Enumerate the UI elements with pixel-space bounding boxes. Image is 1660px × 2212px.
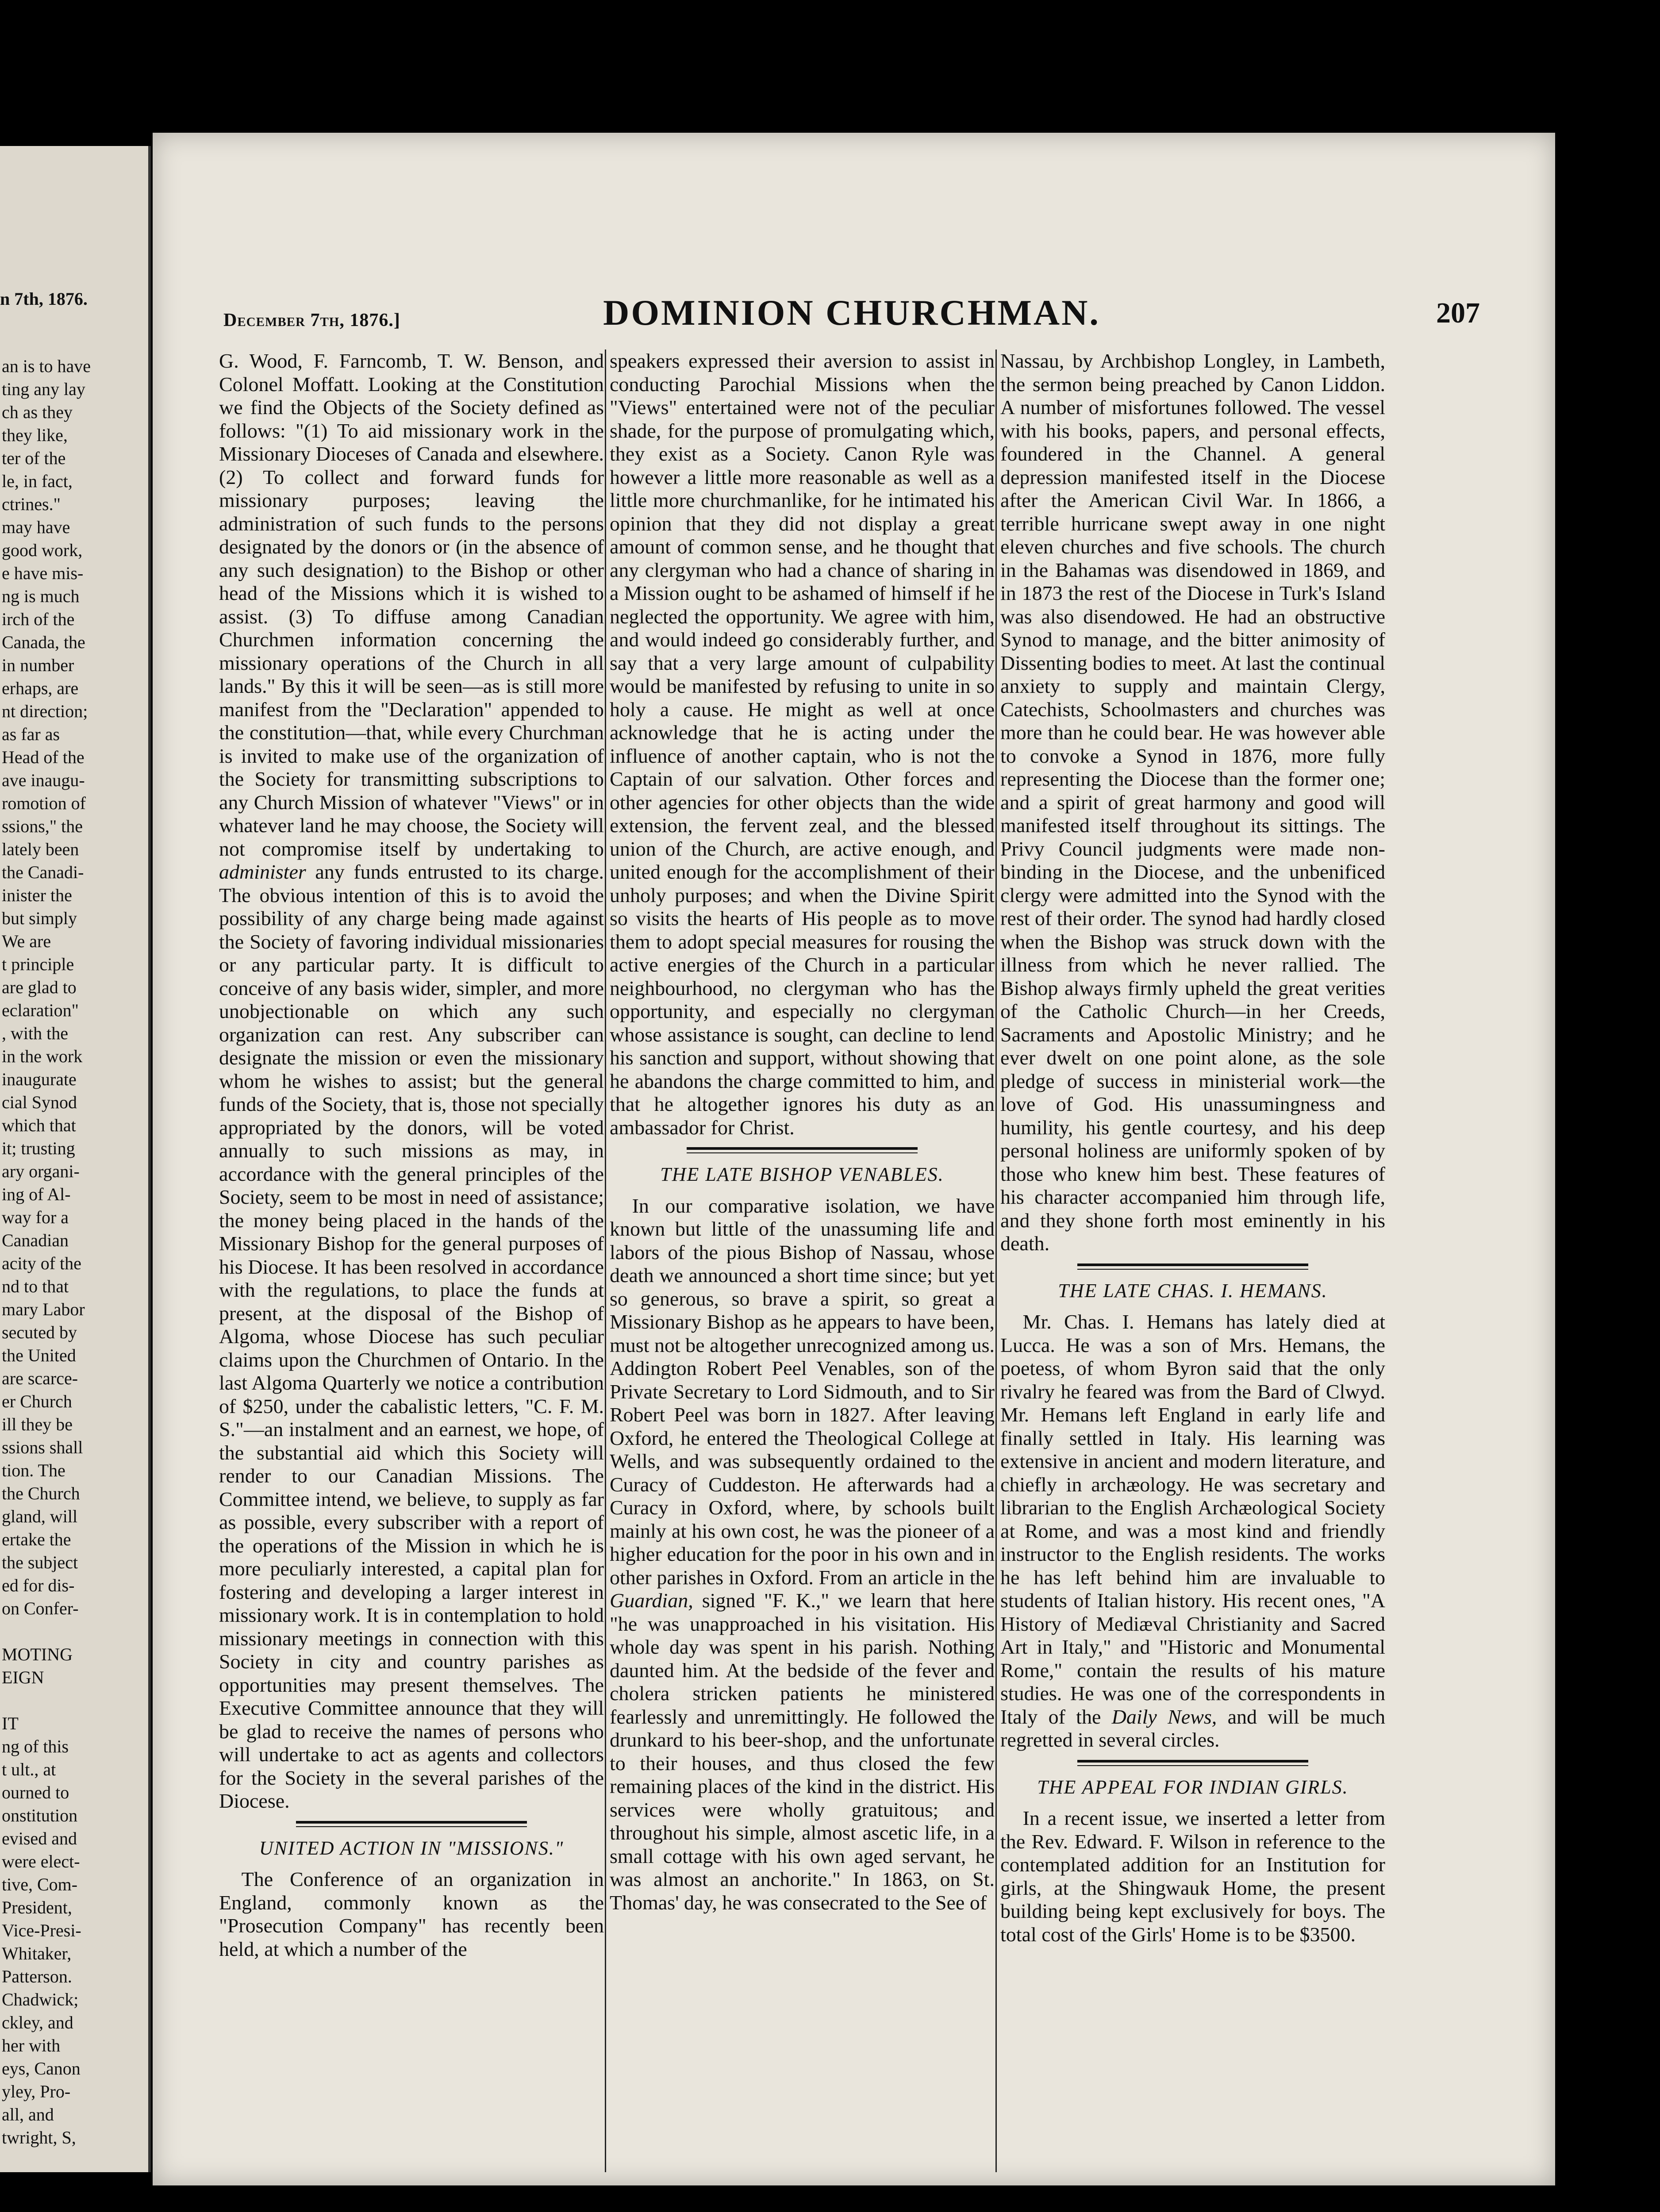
facing-page-line: Canadian — [2, 1230, 69, 1250]
issue-date: December 7th, 1876.] — [223, 310, 400, 330]
facing-page-line: , with the — [2, 1023, 68, 1043]
text-run: In our comparative isolation, we have known but little of the unassuming life and labors of the pious Bishop of Nassau, whose death we announced a short time since; but yet so generous, so brave a spirit, so great a Missionary Bishop as he appears to have been, must not be altogether unrecognized among us. Addington Robert Peel Venables, son of the Private Secretary to Lord Sidmouth, and to Sir Robert Peel was born in 1827. After leaving Oxford, he entered the Theological College at Wells, and was subsequently ordained to the Curacy of Cuddeston. He afterwards had a Curacy in Oxford, where, by schools built mainly at his own cost, he was the pioneer of a higher education for the poor in his own and in other parishes in Oxford. From an article in the — [610, 1194, 995, 1589]
section-divider — [1077, 1263, 1308, 1270]
facing-page-line: tive, Com- — [2, 1874, 78, 1894]
facing-page-line: erhaps, are — [2, 678, 79, 698]
facing-page-line: ch as they — [2, 402, 73, 422]
facing-page-line: cial Synod — [2, 1092, 77, 1112]
text-run: any funds entrusted to its charge. The obvious intention of this is to avoid the possibility of any charge being made against the Society of favoring individual missionaries or any particular party. It is difficult to conceive of any basis wider, simpler, and more unobjectionable on which any such organization can rest. Any subscriber can designate the mission or even the missionary whom he wishes to assist; but the general funds of the Society, that is, those not specially appropriated by the donors, will be voted annually to such missions as may, in accordance with the general principles of the Society, seem to be most in need of assistance; the money being placed in the hands of the Missionary Bishop for the general purposes of his Diocese. It has been resolved in accordance with the regulations, to place the funds at present, at the disposal of the Bishop of Algoma, whose Diocese has such peculiar claims upon the Churchmen of Ontario. In the last Algoma Quarterly we notice a contribution of $250, under the cabalistic letters, "C. F. M. S."—an instalment and an earnest, we hope, of the substantial aid which this Society will render to our Canadian Missions. The Committee intend, we believe, to supply as far as possible, every subscriber with a report of the operations of the Mission in which he is more peculiarly interested, a capital plan for fostering and developing a larger interest in missionary work. It is in contemplation to hold missionary meetings in connection with this Society in city and country parishes as opportunities may present themselves. The Executive Committee announce that they will be glad to receive the names of persons who will undertake to act as agents and collectors for the Society in the several parishes of the Diocese. — [219, 860, 604, 1812]
text-run: and will be much regretted in several circles. — [1000, 1705, 1385, 1751]
facing-page-line: inaugurate — [2, 1069, 77, 1089]
facing-page-line: nd to that — [2, 1276, 69, 1296]
facing-page-line: all, and — [2, 2104, 54, 2124]
facing-page-line: an is to have — [2, 356, 91, 376]
article-paragraph — [219, 349, 604, 1813]
facing-page-line: gland, will — [2, 1506, 78, 1526]
section-divider — [1077, 1760, 1308, 1766]
facing-page-line: nt direction; — [2, 701, 88, 721]
facing-page-line: le, in fact, — [2, 471, 73, 491]
facing-page-line: President, — [2, 1897, 72, 1917]
facing-page-line: Patterson. — [2, 1966, 72, 1986]
facing-page-line: ng of this — [2, 1736, 69, 1756]
facing-page-line: secuted by — [2, 1322, 77, 1342]
facing-page-line: inister the — [2, 885, 72, 905]
facing-page-line: ctrines." — [2, 494, 61, 514]
facing-page-line: as far as — [2, 724, 60, 744]
facing-page-fragment — [0, 146, 151, 2172]
text-run: G. Wood, F. Farncomb, T. W. Benson, and Colonel Moffatt. Looking at the Constitution we find the Objects of the Society defined as follows: "(1) To aid missionary work in the Missionary Dioceses of Canada and elsewhere. (2) To collect and forward funds for missionary purposes; leaving the administration of such funds to the persons designated by the donors or (in the absence of any such designation) to the Bishop or other head of the Missions which it is wished to assist. (3) To diffuse among Canadian Churchmen information concerning the missionary operations of the Church in all lands." By this it will be seen—as is still more manifest from the "Declaration" appended to the constitution—that, while every Churchman is invited to make use of the organization of the Society for transmitting subscriptions to any Church Mission of whatever "Views" or in whatever land he may choose, the Society will not compromise itself by undertaking to — [219, 349, 604, 860]
newspaper-title: DOMINION CHURCHMAN. — [603, 292, 1100, 333]
italic-run: Guardian, — [610, 1589, 693, 1612]
facing-page-line: it; trusting — [2, 1138, 75, 1158]
column-rule — [605, 349, 606, 2172]
facing-page-line: acity of the — [2, 1253, 81, 1273]
section-divider — [687, 1147, 918, 1153]
masthead — [223, 292, 1480, 341]
facing-page-line: way for a — [2, 1207, 69, 1227]
facing-page-line: IT — [2, 1713, 19, 1733]
facing-page-line: Chadwick; — [2, 1989, 79, 2009]
italic-run: Daily News, — [1111, 1705, 1217, 1728]
facing-page-line: ter of the — [2, 448, 66, 468]
facing-page-line: ting any lay — [2, 379, 85, 399]
article-paragraph: speakers expressed their aversion to assist in conducting Parochial Missions when the "Views" entertained were not of the peculiar shade, for the purpose of promulgating which, they exist as a Society. Canon Ryle was however a little more reasonable as well as a little more churchmanlike, for he intimated his opinion that they did not display a great amount of common sense, and he thought that any clergyman who had a chance of sharing in a Mission ought to be ashamed of himself if he neglected the opportunity. We agree with him, and would indeed go considerably further, and say that a very large amount of culpability would be manifested by refusing to unite in so holy a cause. He might as well at once acknowledge that he is acting under the influence of another captain, who is not the Captain of our salvation. Other forces and other agencies for other objects than the wide extension, the fervent zeal, and the blessed union of the Church, are active enough, and united enough for the accomplishment of their unholy purposes; and when the Divine Spirit so visits the hearts of His people as to move them to adopt special measures for rousing the active energies of the Church in a particular neighbourhood, no clergyman who has the opportunity, and especially no clergyman whose assistance is sought, can decline to lend his sanction and support, without showing that he abandons the charge committed to him, and that he altogether ignores his duty as an ambassador for Christ. — [610, 349, 995, 1139]
facing-page-line: the subject — [2, 1552, 78, 1572]
facing-page-line: the United — [2, 1345, 76, 1365]
facing-page-line: which that — [2, 1115, 76, 1135]
column-rule — [995, 349, 997, 2172]
facing-page-line: ave inaugu- — [2, 770, 85, 790]
facing-page-line: are scarce- — [2, 1368, 78, 1388]
facing-page-line: eclaration" — [2, 1000, 79, 1020]
facing-page-line: ed for dis- — [2, 1575, 75, 1595]
headline-chas-hemans: THE LATE CHAS. I. HEMANS. — [1058, 1279, 1328, 1302]
article-paragraph — [1000, 1310, 1385, 1752]
facing-page-line: ssions," the — [2, 816, 83, 836]
headline-united-action: UNITED ACTION IN "MISSIONS." — [259, 1837, 564, 1859]
section-divider — [296, 1821, 527, 1827]
facing-page-line: ckley, and — [2, 2012, 73, 2032]
text-run: signed "F. K.," we learn that here "he was unapproached in his visitation. His whole day was spent in his parish. Nothing daunted him. At the bedside of the fever and cholera stricken patients he ministered fearlessly and unremittingly. He followed the drunkard to his beer-shop, and the unfortunate to their houses, and thus closed the few remaining places of the kind in the district. His services were wholly gratuitous; and throughout his simple, almost ascetic life, in a small cottage with his own aged servant, he was almost an anchorite." In 1863, on St. Thomas' day, he was consecrated to the See of — [610, 1589, 995, 1914]
facing-page-line: eys, Canon — [2, 2058, 81, 2078]
facing-page-line: ill they be — [2, 1414, 73, 1434]
facing-page-line: they like, — [2, 425, 68, 445]
facing-page-line: the Church — [2, 1483, 80, 1503]
facing-page-line: on Confer- — [2, 1598, 79, 1618]
column-2 — [610, 349, 995, 2172]
text-run: Mr. Chas. I. Hemans has lately died at Lucca. He was a son of Mrs. Hemans, the poetess, of whom Byron said that the only rivalry he feared was from the Bard of Clwyd. Mr. Hemans left England in early life and finally settled in Italy. His learning was extensive in ancient and modern literature, and chiefly in archæology. He was secretary and librarian to the English Archæological Society at Rome, and was a most kind and friendly instructor to the English residents. The works he has left behind him are invaluable to students of Italian history. His recent ones, "A History of Mediæval Christianity and Sacred Art in Italy," and "Historic and Monumental Rome," contain the results of his mature studies. He was one of the correspondents in Italy of the — [1000, 1310, 1385, 1728]
article-paragraph: In a recent issue, we inserted a letter from the Rev. Edward. F. Wilson in reference to the contemplated addition for an Institution for girls, at the Shingwauk Home, the present building being kept exclusively for boys. The total cost of the Girls' Home is to be $3500. — [1000, 1807, 1385, 1946]
headline-bishop-venables: THE LATE BISHOP VENABLES. — [660, 1164, 944, 1185]
facing-page-line: ertake the — [2, 1529, 71, 1549]
facing-page-line: t ult., at — [2, 1759, 56, 1779]
facing-page-line: ary organi- — [2, 1161, 80, 1181]
facing-page-line: good work, — [2, 540, 83, 560]
facing-page-line: yley, Pro- — [2, 2081, 71, 2101]
facing-page-line: onstitution — [2, 1805, 78, 1825]
facing-page-line: ssions shall — [2, 1437, 83, 1457]
facing-page-line: twright, S, — [2, 2128, 76, 2147]
facing-page-line: but simply — [2, 908, 77, 928]
facing-page-line: her with — [2, 2035, 61, 2055]
facing-page-line: Canada, the — [2, 632, 85, 652]
facing-page-line: Vice-Presi- — [2, 1920, 81, 1940]
facing-page-line: the Canadi- — [2, 862, 84, 882]
article-paragraph: Nassau, by Archbishop Longley, in Lambeth, the sermon being preached by Canon Liddon. A number of misfortunes followed. The vessel with his books, papers, and personal effects, foundered in the Channel. A general depression manifested itself in the Diocese after the American Civil War. In 1866, a terrible hurricane swept away in one night eleven churches and five schools. The church in the Bahamas was disendowed in 1869, and in 1873 the rest of the Diocese in Turk's Island was also disendowed. He had an obstructive Synod to manage, and the bitter animosity of Dissenting bodies to meet. At last the continual anxiety to supply and maintain Clergy, Catechists, Schoolmasters and churches was more than he could bear. He was however able to convoke a Synod in 1876, more fully representing the Diocese than the former one; and a spirit of great harmony and good will manifested itself throughout its sittings. The Privy Council judgments were made non-binding in the Diocese, and the unbenificed clergy were admitted into the Synod with the rest of their order. The synod had hardly closed when the Bishop was struck down with the illness from which he never rallied. The Bishop always firmly upheld the great verities of the Catholic Church—in her Creeds, Sacraments and Apostolic Ministry; and he ever dwelt on one point alone, as the sole pledge of success in ministerial work—the love of God. His unassumingness and humility, his gentle courtesy, and his deep personal holiness are uniformly spoken of by those who knew him best. These features of his character accompanied him through life, and they shone forth most eminently in his death. — [1000, 349, 1385, 1255]
headline-appeal-indian-girls: THE APPEAL FOR INDIAN GIRLS. — [1037, 1776, 1349, 1798]
facing-page-line: lately been — [2, 839, 79, 859]
facing-page-line: EIGN — [2, 1667, 44, 1687]
facing-page-line: ing of Al- — [2, 1184, 71, 1204]
facing-page-line: are glad to — [2, 977, 77, 997]
facing-page-line: mary Labor — [2, 1299, 85, 1319]
column-3 — [1000, 349, 1385, 2172]
italic-run: administer — [219, 860, 306, 883]
page-number: 207 — [1436, 297, 1480, 329]
facing-page-line: romotion of — [2, 793, 86, 813]
facing-page-line: We are — [2, 931, 51, 951]
facing-page-line: in the work — [2, 1046, 83, 1066]
article-paragraph — [610, 1194, 995, 1915]
facing-page-line: may have — [2, 517, 70, 537]
facing-page-line: ourned to — [2, 1782, 69, 1802]
facing-page-header: n 7th, 1876. — [0, 289, 88, 309]
facing-page-line: in number — [2, 655, 74, 675]
facing-page-line: ng is much — [2, 586, 80, 606]
facing-page-line: Whitaker, — [2, 1943, 72, 1963]
article-paragraph: The Conference of an organization in England, commonly known as the "Prosecution Company" has recently been held, at which a number of the — [219, 1868, 604, 1960]
facing-page-line: er Church — [2, 1391, 72, 1411]
facing-page-line: irch of the — [2, 609, 75, 629]
facing-page-line: evised and — [2, 1828, 77, 1848]
newspaper-page — [153, 133, 1555, 2185]
facing-page-line: Head of the — [2, 747, 85, 767]
facing-page-line: e have mis- — [2, 563, 84, 583]
column-1 — [219, 349, 604, 2172]
facing-page-line: were elect- — [2, 1851, 80, 1871]
facing-page-line: MOTING — [2, 1644, 73, 1664]
facing-page-line: tion. The — [2, 1460, 65, 1480]
facing-page-line: t principle — [2, 954, 74, 974]
